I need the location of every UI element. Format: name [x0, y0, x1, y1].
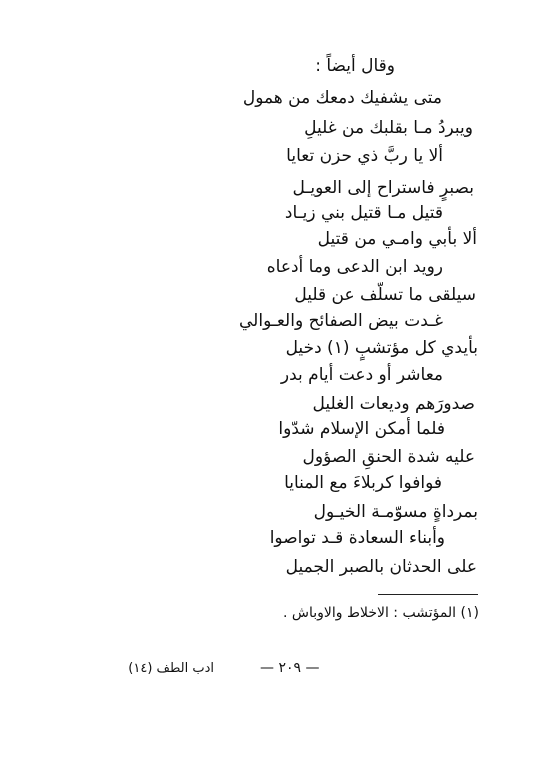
- verse-line-9: غـدت بيض الصفائح والعـوالي: [239, 311, 443, 331]
- verse-line-14: عليه شدة الحنقِ الصؤول: [302, 447, 475, 467]
- verse-line-4: بصبرٍ فاستراح إلى العويـل: [292, 178, 474, 198]
- verse-line-17: وأبناء السعادة قـد تواصوا: [269, 528, 445, 548]
- poem-intro: وقال أيضاً :: [315, 56, 395, 76]
- verse-line-3: ألا يا ربَّ ذي حزن تعايا: [286, 146, 443, 166]
- running-title: ادب الطف (١٤): [128, 661, 214, 676]
- verse-line-1: متى يشفيك دمعك من همول: [242, 88, 442, 108]
- footnote: (١) المؤتشب : الاخلاط والاوباش .: [283, 605, 479, 621]
- verse-line-10: بأيدي كل مؤتشبٍ (١) دخيل: [285, 338, 478, 358]
- verse-line-16: بمرداةٍ مسوّمـة الخيـول: [313, 502, 478, 522]
- verse-line-11: معاشر أو دعت أيام بدر: [280, 365, 443, 385]
- verse-line-15: فوافوا كربلاءَ مع المنايا: [284, 473, 442, 493]
- page-number: — ٢٠٩ —: [260, 660, 320, 676]
- verse-line-7: رويد ابن الدعى وما أدعاه: [266, 257, 443, 277]
- verse-line-2: ويبردُ مـا بقلبك من غليلِ: [304, 118, 473, 138]
- verse-line-8: سيلقى ما تسلّف عن قليل: [294, 285, 476, 305]
- verse-line-5: قتيل مـا قتيل بني زيـاد: [284, 203, 443, 223]
- verse-line-12: صدورَهم وديعات الغليل: [312, 394, 475, 414]
- verse-line-13: فلما أمكن الإسلام شدّوا: [278, 419, 445, 439]
- verse-line-18: على الحدثان بالصبر الجميل: [285, 557, 477, 577]
- footnote-divider: [378, 594, 478, 595]
- verse-line-6: ألا بأبي وامـي من قتيل: [317, 229, 477, 249]
